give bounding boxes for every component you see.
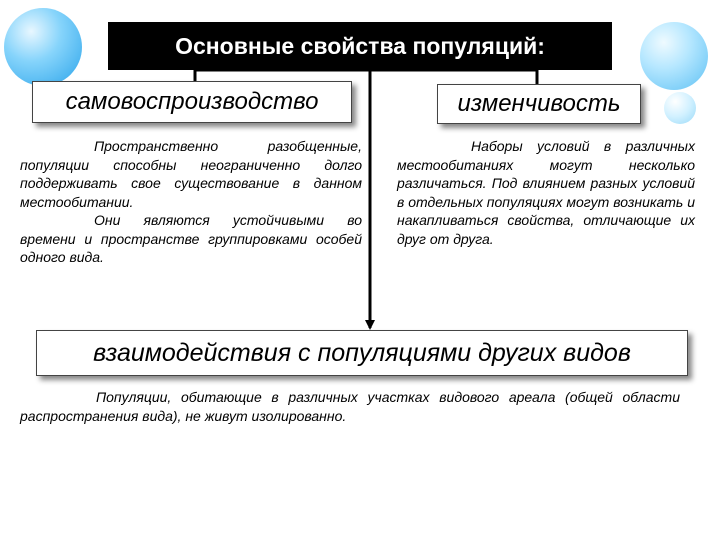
property-box-self-reproduction bbox=[32, 81, 352, 123]
description-interactions bbox=[20, 388, 680, 425]
description-paragraph: Пространственно разобщенные, популяции способны неограниченно долго поддерживать свое существование в данном местообитании. bbox=[20, 138, 362, 210]
property-label: изменчивость bbox=[457, 90, 621, 117]
description-paragraph: Наборы условий в различных местообитаниях могут несколько различаться. Под влиянием разных условий в отдельных популяциях могут возникать и накапливаться свойства, отличающие их друг от друга. bbox=[397, 138, 695, 247]
page-title: Основные свойства популяций: bbox=[108, 22, 612, 70]
description-paragraph: Они являются устойчивыми во времени и пространстве группировками особей одного вида. bbox=[20, 212, 362, 265]
property-box-interactions bbox=[36, 330, 688, 376]
property-label: самовоспроизводство bbox=[65, 88, 319, 115]
property-label: взаимодействия с популяциями других видов bbox=[93, 338, 631, 367]
description-paragraph: Популяции, обитающие в различных участках видового ареала (общей области распространения вида), не живут изолированно. bbox=[20, 389, 680, 424]
description-self-reproduction bbox=[20, 137, 362, 267]
property-box-variability bbox=[437, 84, 641, 124]
description-variability bbox=[397, 137, 695, 248]
